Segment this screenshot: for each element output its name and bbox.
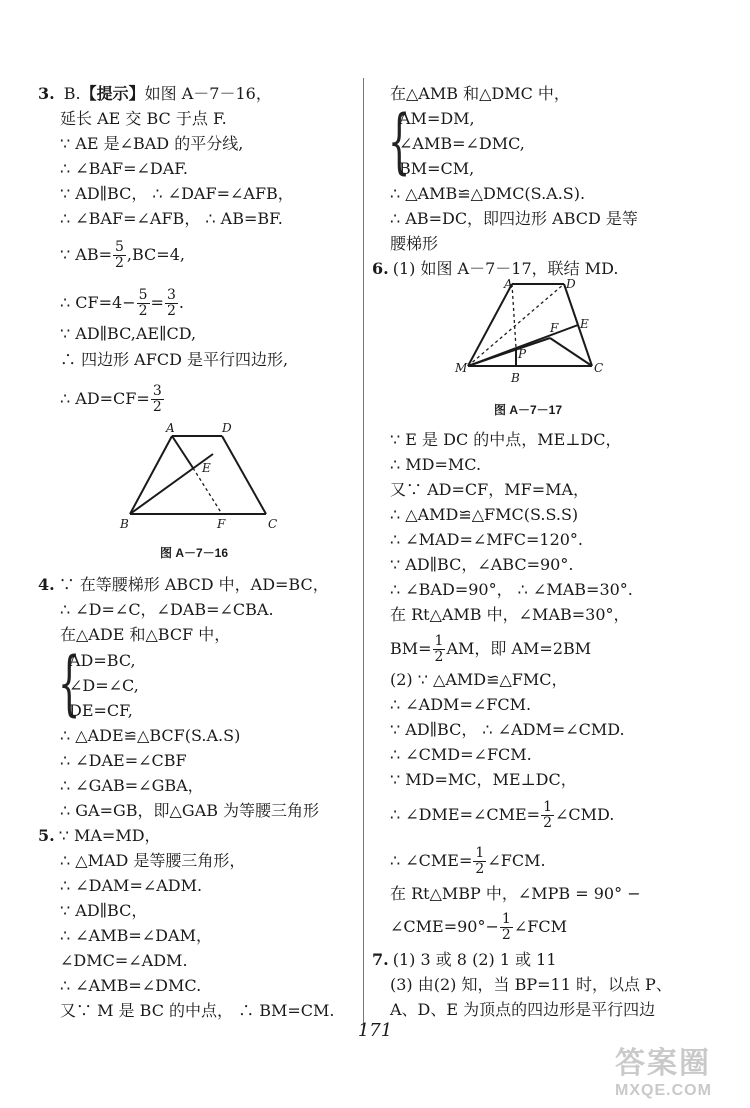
p5-cont-brace-3: BM=CM, bbox=[399, 159, 475, 178]
label-e: E bbox=[580, 317, 589, 331]
figure-a-7-17 bbox=[454, 276, 614, 388]
p3-l8-mid: = bbox=[150, 293, 164, 312]
p6-l10-post: AM，即 AM=2BM bbox=[446, 639, 592, 658]
p6-l19-pre: ∠CME=90°− bbox=[390, 917, 499, 936]
p6-line-16 bbox=[390, 800, 614, 831]
p5-line-3: ∴ ∠DAM=∠ADM. bbox=[60, 876, 203, 895]
label-b: B bbox=[511, 371, 520, 385]
p7-line-3: A、D、E 为顶点的四边形是平行四边 bbox=[390, 1000, 656, 1019]
p4-line-6: ∴ ∠GAB=∠GBA， bbox=[60, 776, 204, 795]
fraction: $\frac{1}{2}$ bbox=[501, 911, 511, 943]
figure-caption-a-7-17: 图 A－7－17 bbox=[494, 403, 563, 417]
label-p: P bbox=[518, 347, 527, 361]
page-number: 171 bbox=[357, 1020, 393, 1041]
watermark-logo bbox=[615, 1038, 712, 1100]
p5-cont-brace-1: AM=DM, bbox=[399, 109, 475, 128]
label-d: D bbox=[566, 277, 576, 291]
p7-line-1 bbox=[372, 950, 557, 970]
p5-line-5: ∴ ∠AMB=∠DAM， bbox=[60, 926, 212, 945]
p6-line-17 bbox=[390, 846, 546, 877]
fraction: $\frac{1}{2}$ bbox=[475, 845, 485, 877]
p5-line-8: 又∵ M 是 BC 的中点， ∴ BM=CM. bbox=[60, 1001, 335, 1020]
fraction: $\frac{5}{2}$ bbox=[114, 239, 124, 271]
column-divider bbox=[363, 78, 364, 1030]
segment-ae bbox=[172, 436, 193, 468]
p4-line-3: 在△ADE 和△BCF 中， bbox=[60, 625, 231, 644]
p4-number: 4. bbox=[38, 575, 55, 594]
p5-cont-line-4: 腰梯形 bbox=[390, 234, 439, 253]
p6-line-2: ∵ E 是 DC 的中点，ME⊥DC， bbox=[390, 430, 622, 449]
segment-fc bbox=[550, 338, 592, 366]
label-d: D bbox=[222, 421, 232, 435]
label-f: F bbox=[217, 517, 226, 530]
p6-line-19 bbox=[390, 912, 567, 943]
p6-l17-pre: ∴ ∠CME= bbox=[390, 851, 473, 870]
p3-l7-post: ,BC=4, bbox=[126, 245, 185, 264]
p4-line-7: ∴ GA=GB，即△GAB 为等腰三角形 bbox=[60, 801, 320, 820]
p3-hint-label: 【提示】 bbox=[80, 84, 145, 103]
label-e: E bbox=[202, 461, 211, 475]
label-m: M bbox=[455, 361, 468, 375]
p6-line-14: ∴ ∠CMD=∠FCM. bbox=[390, 745, 532, 764]
p3-l7-pre: ∵ AB= bbox=[60, 245, 112, 264]
p7-l1-text: (1) 3 或 8 (2) 1 或 11 bbox=[392, 950, 557, 969]
p3-line-9: ∵ AD∥BC,AE∥CD, bbox=[60, 324, 197, 343]
p4-l1-text: ∵ 在等腰梯形 ABCD 中，AD=BC， bbox=[58, 575, 329, 594]
p6-line-10 bbox=[390, 634, 591, 665]
p5-line-7: ∴ ∠AMB=∠DMC. bbox=[60, 976, 202, 995]
left-brace: { bbox=[388, 100, 411, 182]
p3-line-5: ∵ AD∥BC， ∴ ∠DAF=∠AFB， bbox=[60, 184, 294, 203]
p6-line-11: (2) ∵ △AMD≌△FMC， bbox=[390, 670, 568, 689]
p5-line-6: ∠DMC=∠ADM. bbox=[60, 951, 188, 970]
p5-line-4: ∵ AD∥BC， bbox=[60, 901, 148, 920]
p3-line-3: ∵ AE 是∠BAD 的平分线, bbox=[60, 134, 244, 153]
p6-line-13: ∵ AD∥BC， ∴ ∠ADM=∠CMD. bbox=[390, 720, 625, 739]
p3-l8-post: . bbox=[178, 293, 184, 312]
p5-line-2: ∴ △MAD 是等腰三角形， bbox=[60, 851, 246, 870]
p3-line-7 bbox=[60, 240, 185, 271]
p4-line-2: ∴ ∠D=∠C，∠DAB=∠CBA. bbox=[60, 600, 274, 619]
p5-l1-text: ∵ MA=MD， bbox=[58, 826, 161, 845]
p4-brace-line-3: DE=CF, bbox=[69, 701, 133, 720]
p6-line-3: ∴ MD=MC. bbox=[390, 455, 482, 474]
trapezoid-right bbox=[222, 436, 266, 514]
watermark-bottom: MXQE.COM bbox=[615, 1082, 712, 1099]
p3-hint-text: 如图 A－7－16， bbox=[144, 84, 272, 103]
label-c: C bbox=[594, 361, 604, 375]
p6-l16-post: ∠CMD. bbox=[555, 805, 615, 824]
p6-line-18: 在 Rt△MBP 中，∠MPB = 90° − bbox=[390, 884, 641, 903]
figure-caption-a-7-16: 图 A－7－16 bbox=[160, 546, 229, 560]
p3-number: 3. bbox=[38, 84, 55, 103]
label-a: A bbox=[166, 421, 175, 435]
p3-line-10: ∴ 四边形 AFCD 是平行四边形, bbox=[60, 350, 289, 369]
p4-line-4: ∴ △ADE≌△BCF(S.A.S) bbox=[60, 726, 241, 745]
p6-l19-post: ∠FCM bbox=[513, 917, 567, 936]
p5-cont-line-1: 在△AMB 和△DMC 中， bbox=[390, 84, 570, 103]
p3-line-4: ∴ ∠BAF=∠DAF. bbox=[60, 159, 188, 178]
p6-l17-post: ∠FCM. bbox=[487, 851, 546, 870]
segment-be bbox=[130, 454, 213, 514]
p3-line-8 bbox=[60, 288, 184, 319]
label-c: C bbox=[268, 517, 278, 530]
fraction: $\frac{1}{2}$ bbox=[434, 633, 444, 665]
p3-line-6: ∴ ∠BAF=∠AFB， ∴ AB=BF. bbox=[60, 209, 283, 228]
p6-line-12: ∴ ∠ADM=∠FCM. bbox=[390, 695, 532, 714]
p3-line-11 bbox=[60, 384, 165, 415]
p6-line-9: 在 Rt△AMB 中，∠MAB=30°， bbox=[390, 605, 630, 624]
p4-brace-line-2: ∠D=∠C, bbox=[69, 676, 139, 695]
p3-line-2: 延长 AE 交 BC 于点 F. bbox=[60, 109, 227, 128]
figure-a-7-16 bbox=[118, 420, 298, 530]
p5-line-1 bbox=[38, 826, 161, 846]
fraction: $\frac{5}{2}$ bbox=[138, 287, 148, 319]
label-b: B bbox=[120, 517, 129, 530]
p6-l1-text: (1) 如图 A－7－17，联结 MD. bbox=[392, 259, 619, 278]
p5-number: 5. bbox=[38, 826, 55, 845]
trapezoid-left bbox=[130, 436, 172, 514]
p6-line-4: 又∵ AD=CF，MF=MA， bbox=[390, 480, 590, 499]
dashed-ab bbox=[512, 284, 516, 348]
p7-number: 7. bbox=[372, 950, 389, 969]
fraction: $\frac{1}{2}$ bbox=[543, 799, 553, 831]
p6-l16-pre: ∴ ∠DME=∠CME= bbox=[390, 805, 541, 824]
p7-line-2: (3) 由(2) 知，当 BP=11 时，以点 P、 bbox=[390, 975, 672, 994]
p5-cont-line-2: ∴ △AMB≌△DMC(S.A.S). bbox=[390, 184, 586, 203]
fraction: $\frac{3}{2}$ bbox=[152, 383, 162, 415]
label-f: F bbox=[550, 321, 559, 335]
p6-line-6: ∴ ∠MAD=∠MFC=120°. bbox=[390, 530, 584, 549]
fraction: $\frac{3}{2}$ bbox=[166, 287, 176, 319]
p6-line-15: ∵ MD=MC，ME⊥DC， bbox=[390, 770, 577, 789]
p6-number: 6. bbox=[372, 259, 389, 278]
label-a: A bbox=[504, 277, 513, 291]
p4-line-5: ∴ ∠DAE=∠CBF bbox=[60, 751, 187, 770]
p6-l10-pre: BM= bbox=[390, 639, 432, 658]
p5-cont-line-3: ∴ AB=DC，即四边形 ABCD 是等 bbox=[390, 209, 638, 228]
p6-line-7: ∵ AD∥BC，∠ABC=90°. bbox=[390, 555, 574, 574]
p3-line-1 bbox=[38, 84, 272, 104]
p5-cont-brace-2: ∠AMB=∠DMC, bbox=[399, 134, 525, 153]
left-brace: { bbox=[58, 642, 81, 724]
p3-l8-pre: ∴ CF=4− bbox=[60, 293, 136, 312]
p3-l11-pre: ∴ AD=CF= bbox=[60, 389, 150, 408]
watermark-top: 答案圈 bbox=[615, 1047, 711, 1080]
p4-line-1 bbox=[38, 575, 329, 595]
p6-line-5: ∴ △AMD≌△FMC(S.S.S) bbox=[390, 505, 579, 524]
p6-line-8: ∴ ∠BAD=90°， ∴ ∠MAB=30°. bbox=[390, 580, 633, 599]
p4-brace-line-1: AD=BC, bbox=[69, 651, 136, 670]
p3-answer: B. bbox=[63, 84, 81, 103]
